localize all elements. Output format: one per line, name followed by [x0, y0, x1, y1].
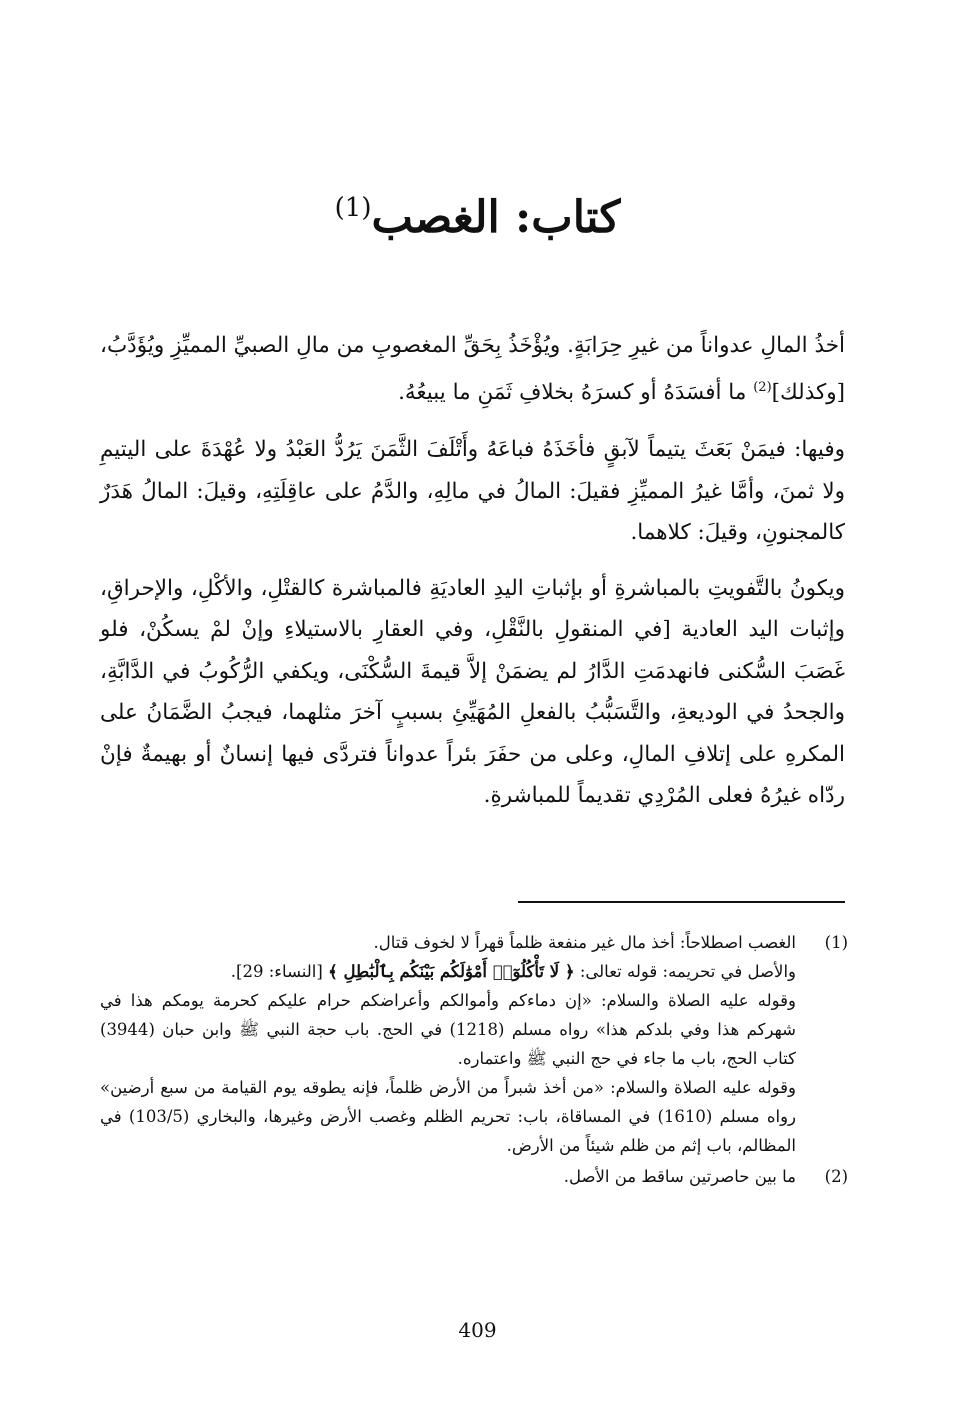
- paragraph-1-part-1: أخذُ المالِ عدواناً من غيرِ حِرَابَةٍ. ويُؤْخَذُ بِحَقِّ المغصوبِ من مالِ الصبيِّ المميِّزِ ويُؤَدَّبُ، [وكذلك]: [100, 333, 845, 405]
- footnote-1-line-2-start: والأصل في تحريمه: قوله تعالى:: [574, 962, 796, 981]
- chapter-title-text: كتاب: الغصب: [371, 192, 621, 243]
- footnote-1-line-4: وقوله عليه الصلاة والسلام: «من أخذ شبراً من الأرض ظلماً، فإنه يطوقه يوم القيامة من سبع أرضين» رواه مسلم (1610) في المساقاة، باب: تحريم الظلم وغصب الأرض وغيرها، والبخاري (103/5) في المظالم، باب إثم من ظلم شيئاً من الأرض.: [100, 1078, 797, 1155]
- footnotes: [100, 928, 848, 1191]
- footnote-separator: [518, 901, 845, 903]
- main-text: [100, 325, 845, 831]
- footnote-2-number: (2): [824, 1167, 848, 1186]
- paragraph-1-footnote-ref[interactable]: (2): [753, 379, 772, 395]
- paragraph-1: [100, 325, 845, 413]
- footnote-1-number: (1): [824, 933, 848, 952]
- title-footnote-ref[interactable]: (1): [334, 193, 372, 223]
- footnote-1-line-3: وقوله عليه الصلاة والسلام: «إن دماءكم وأموالكم وأعراضكم حرام عليكم كحرمة يومكم هذا في شهركم هذا وفي بلدكم هذا» رواه مسلم (1218) في الحج. باب حجة النبي ﷺ وابن حبان (3944) كتاب الحج، باب ما جاء في حج النبي ﷺ واعتماره.: [100, 991, 796, 1068]
- footnote-1-line-1: الغصب اصطلاحاً: أخذ مال غير منفعة ظلماً قهراً لا لخوف قتال.: [373, 933, 796, 952]
- footnote-1-line-2-end: [النساء: 29].: [230, 962, 329, 981]
- quran-verse: ﴿ لَا تَأْكُلُوٓا۟ أَمْوَٰلَكُم بَيْنَكُم بِٱلْبَٰطِلِ ﴾: [328, 962, 575, 981]
- footnote-1-line-2: [100, 957, 796, 986]
- paragraph-1-part-2: ما أفسَدَهُ أو كسرَهُ بخلافِ ثَمَنِ ما يبيعُهُ.: [398, 379, 754, 405]
- chapter-title: [0, 178, 955, 248]
- paragraph-2: وفيها: فيمَنْ بَعَثَ يتيماً لآبقٍ فأخَذَهُ فباعَهُ وأَتْلَفَ الثَّمَنَ يَرُدُّ العَبْدُ ولا عُهْدَةَ على اليتيمِ ولا ثمنَ، وأمَّا غيرُ المميِّزِ فقيلَ: المالُ في مالِهِ، والدَّمُ على عاقِلَتِهِ، وقيلَ: المالُ هَدَرٌ كالمجنونِ، وقيلَ: كلاهما.: [100, 437, 845, 545]
- footnote-1: [100, 928, 848, 1160]
- page-number: 409: [458, 1318, 497, 1342]
- paragraph-3: ويكونُ بالتَّفويتِ بالمباشرةِ أو بإثباتِ اليدِ العاديَةِ فالمباشرة كالقتْلِ، والأكْلِ، والإحراقِ، وإثبات اليد العادية [في المنقولِ بالنَّقْلِ، وفي العقارِ بالاستيلاءِ وإنْ لمْ يسكُنْ، فلو غَصَبَ السُّكنى فانهدمَتِ الدَّارُ لم يضمَنْ إلاَّ قيمةَ السُّكْنَى، ويكفي الرُّكُوبُ في الدَّابَّةِ، والجحدُ في الوديعةِ، والتَّسَبُّبُ بالفعلِ المُهَيِّئِ بسببٍ آخرَ مثلهما، فيجبُ الضَّمَانُ على المكرهِ على إتلافِ المالِ، وعلى من حفَرَ بئراً عدواناً فتردَّى فيها إنسانٌ أو بهيمةٌ فإنْ ردّاه غيرُهُ فعلى المُرْدِي تقديماً للمباشرةِ.: [100, 575, 845, 808]
- footnote-2: [100, 1162, 848, 1191]
- footnote-2-line-1: ما بين حاصرتين ساقط من الأصل.: [563, 1167, 796, 1186]
